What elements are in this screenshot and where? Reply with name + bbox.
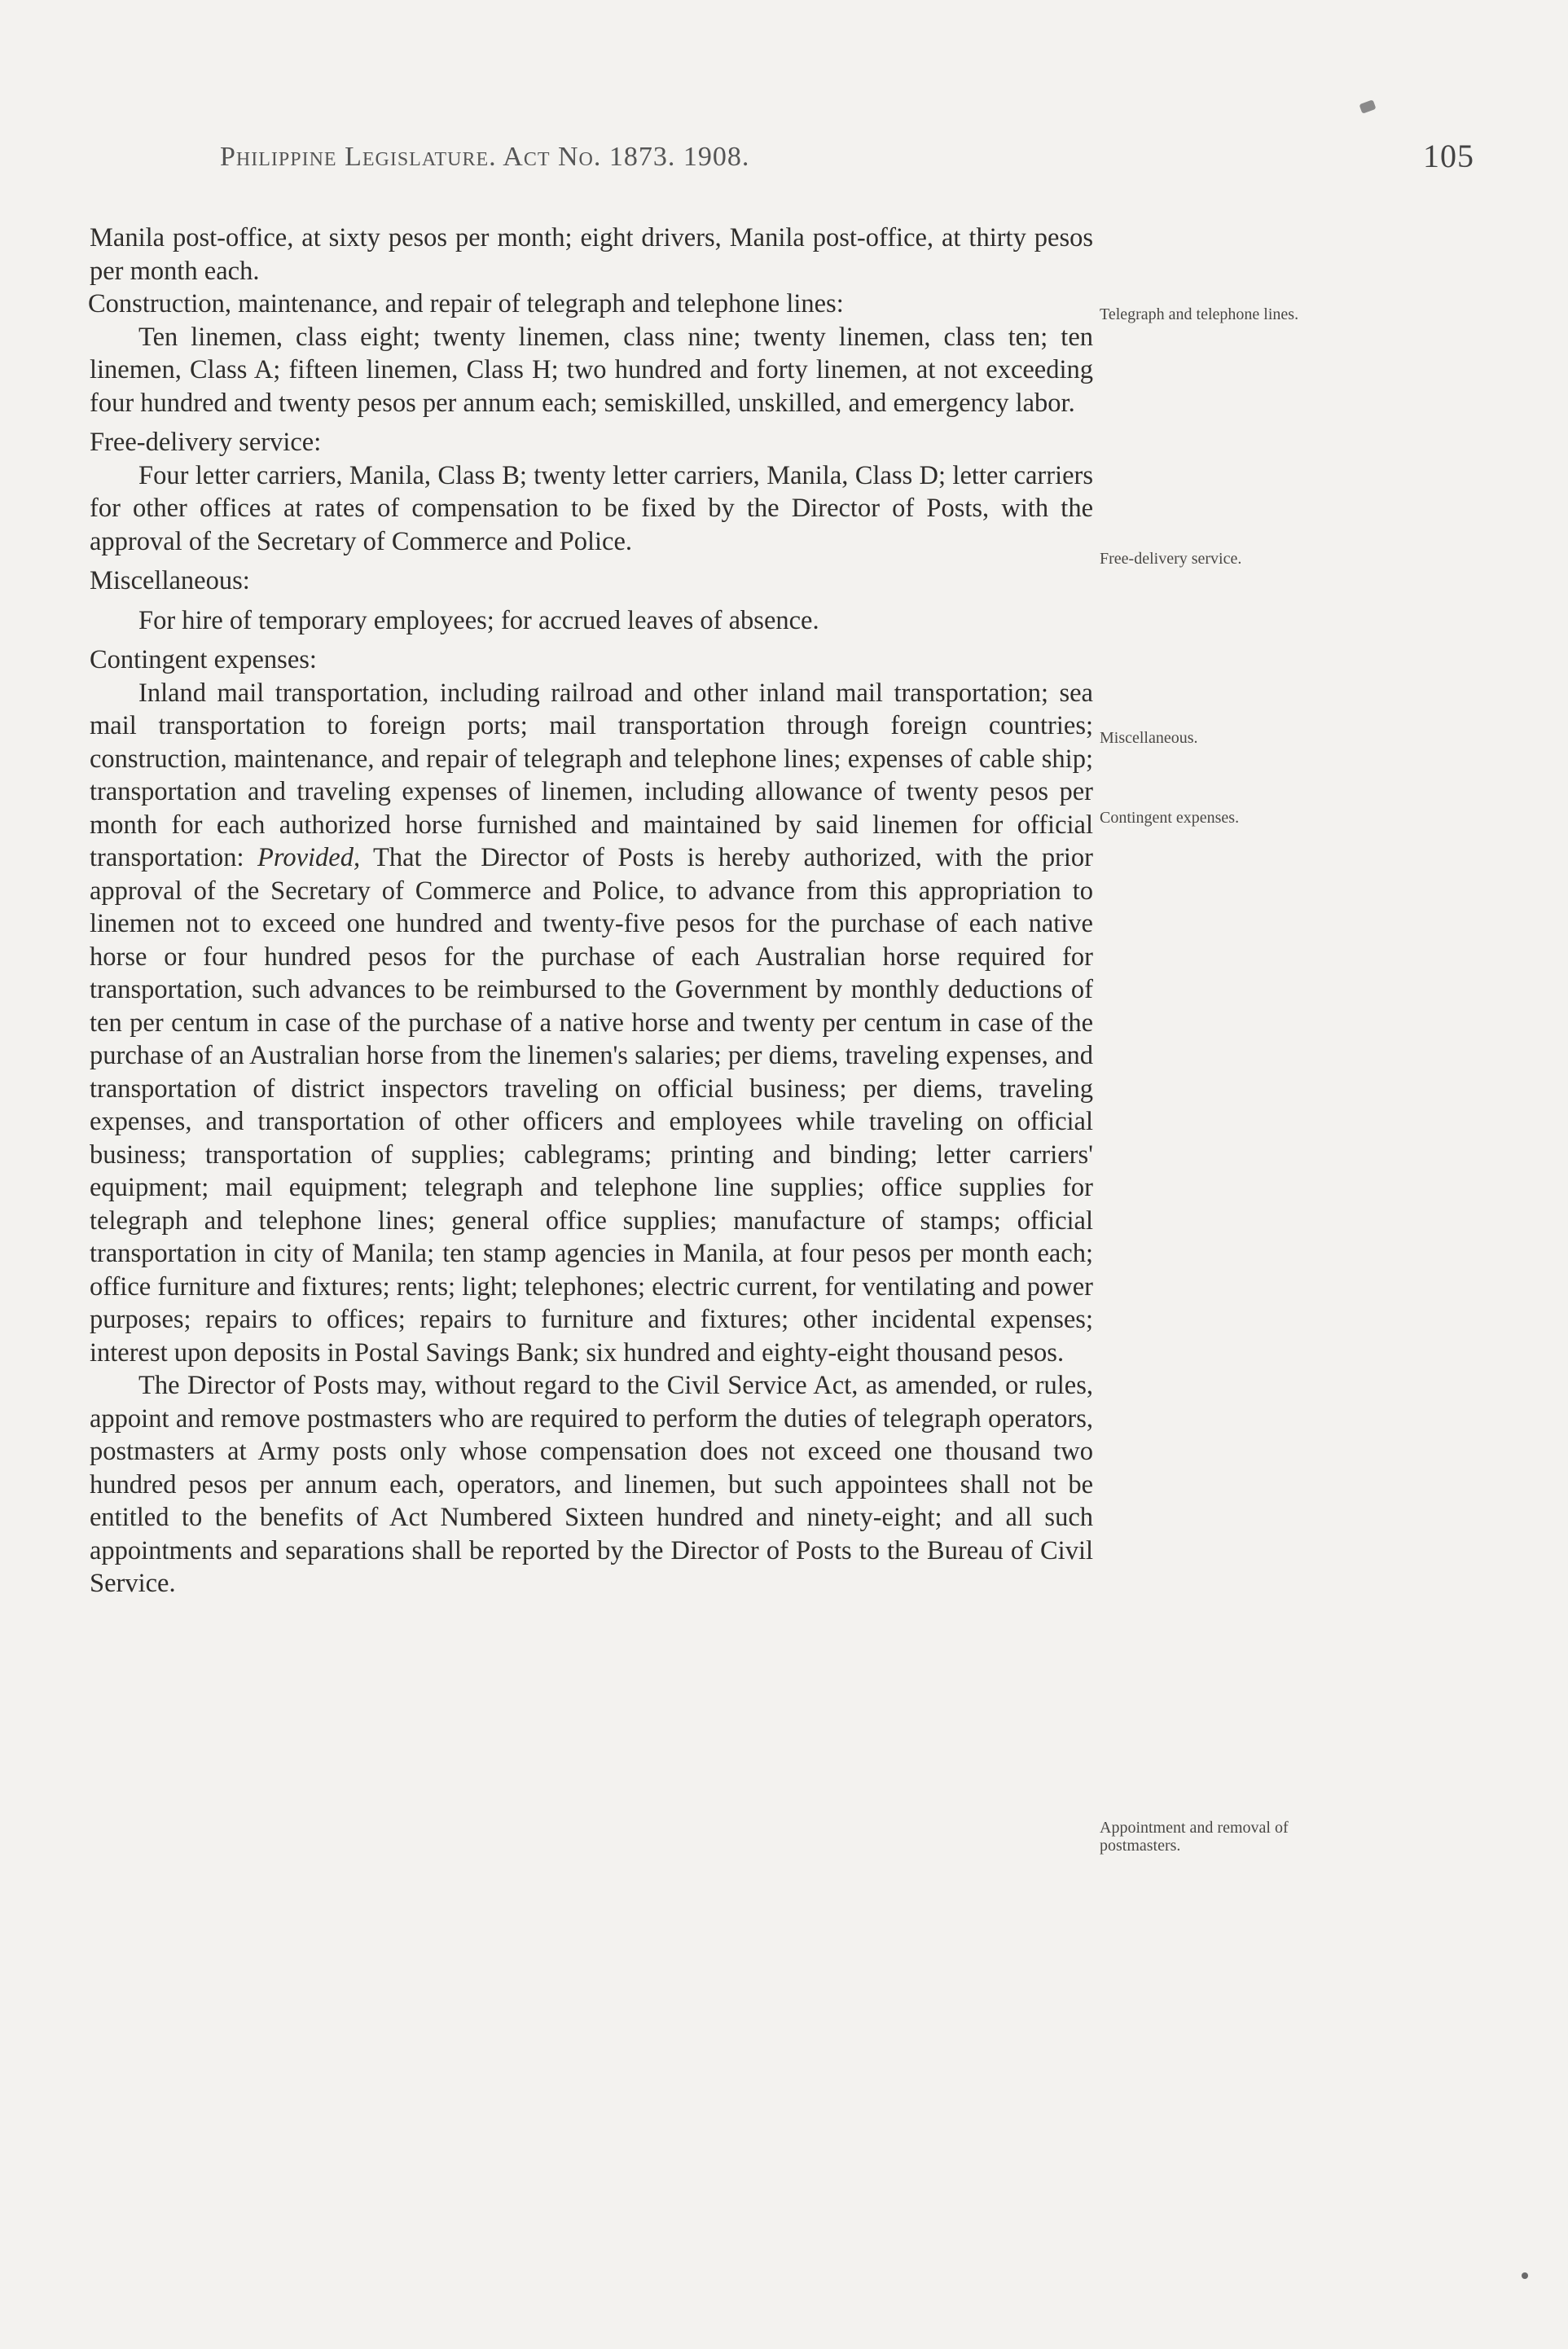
margin-note-appointment: Appointment and removal of postmasters. [1100, 1819, 1289, 1855]
section-heading-contingent: Contingent expenses: [90, 645, 317, 674]
running-title: Philippine Legislature. Act No. 1873. 1908. [220, 142, 750, 172]
paragraph-contingent-part1: Inland mail transportation, including railroad and other inland mail transportation; sea mail transportation to foreign ports; mail transportation through foreign countries; construction, maintenance, and repair of telegraph and telephone lines; expenses of cable ship; transportation and traveling expenses of linemen, including allowance of twenty pesos per month for each authorized horse furnished and maintained by said linemen for official transportation: [90, 678, 1093, 872]
running-header [220, 137, 1474, 186]
main-text [90, 222, 1093, 1600]
margin-note-free-delivery: Free-delivery service. [1100, 550, 1242, 568]
section-heading-miscellaneous: Miscellaneous: [90, 566, 250, 595]
section-heading-telegraph: Construction, maintenance, and repair of telegraph and telephone lines: [88, 289, 844, 318]
paragraph-telegraph: Ten linemen, class eight; twenty linemen, class nine; twenty linemen, class ten; ten linemen, Class A; fifteen linemen, Class H; two hundred and forty linemen, at not exceeding four hundred and twenty pesos per annum each; semiskilled, unskilled, and emergency labor. [90, 322, 1093, 418]
provided-clause: Provided, [257, 843, 361, 872]
scan-speck [1522, 2272, 1528, 2279]
section-heading-free-delivery: Free-delivery service: [90, 428, 322, 457]
paragraph-miscellaneous: For hire of temporary employees; for accrued leaves of absence. [138, 605, 819, 635]
margin-note-telegraph: Telegraph and telephone lines. [1100, 305, 1299, 323]
margin-note-miscellaneous: Miscellaneous. [1100, 729, 1198, 747]
margin-note-contingent: Contingent expenses. [1100, 809, 1240, 827]
paragraph-appointment: The Director of Posts may, without regard to the Civil Service Act, as amended, or rules, appoint and remove postmasters who are required to perform the duties of telegraph operators, postmasters at Army posts only whose compensation does not exceed one thousand two hundred pesos per annum each, operators, and linemen, but such appointees shall not be entitled to the benefits of Act Numbered Sixteen hundred and ninety-eight; and all such appointments and separations shall be reported by the Director of Posts to the Bureau of Civil Service. [90, 1371, 1093, 1598]
paragraph-free-delivery: Four letter carriers, Manila, Class B; twenty letter carriers, Manila, Class D; letter carriers for other offices at rates of compensation to be fixed by the Director of Posts, with the approval of the Secretary of Commerce and Police. [90, 460, 1093, 556]
paragraph-continued: Manila post-office, at sixty pesos per month; eight drivers, Manila post-office, at thirty pesos per month each. [90, 223, 1093, 286]
paragraph-contingent-part2: That the Director of Posts is hereby authorized, with the prior approval of the Secretary of Commerce and Police, to advance from this appropriation to linemen not to exceed one hundred and twenty-five pesos for the purchase of each native horse or four hundred pesos for the purchase of each Australian horse required for transportation, such advances to be reimbursed to the Government by monthly deductions of ten per centum in case of the purchase of a native horse and twenty per centum in case of the purchase of an Australian horse from the linemen's salaries; per diems, traveling expenses, and transportation of district inspectors traveling on official business; per diems, traveling expenses, and transportation of other officers and employees while traveling on official business; transportation of supplies; cablegrams; printing and binding; letter carriers' equipment; mail equipment; telegraph and telephone line supplies; office supplies for telegraph and telephone lines; general office supplies; manufacture of stamps; official transportation in city of Manila; ten stamp agencies in Manila, at four pesos per month each; office furniture and fixtures; rents; light; telephones; electric current, for ventilating and power purposes; repairs to offices; repairs to furniture and fixtures; other incidental expenses; interest upon deposits in Postal Savings Bank; six hundred and eighty-eight thousand pesos. [90, 843, 1093, 1368]
paragraph-contingent [90, 677, 1093, 1370]
scan-blemish [1359, 99, 1376, 113]
page-number: 105 [1423, 138, 1474, 174]
